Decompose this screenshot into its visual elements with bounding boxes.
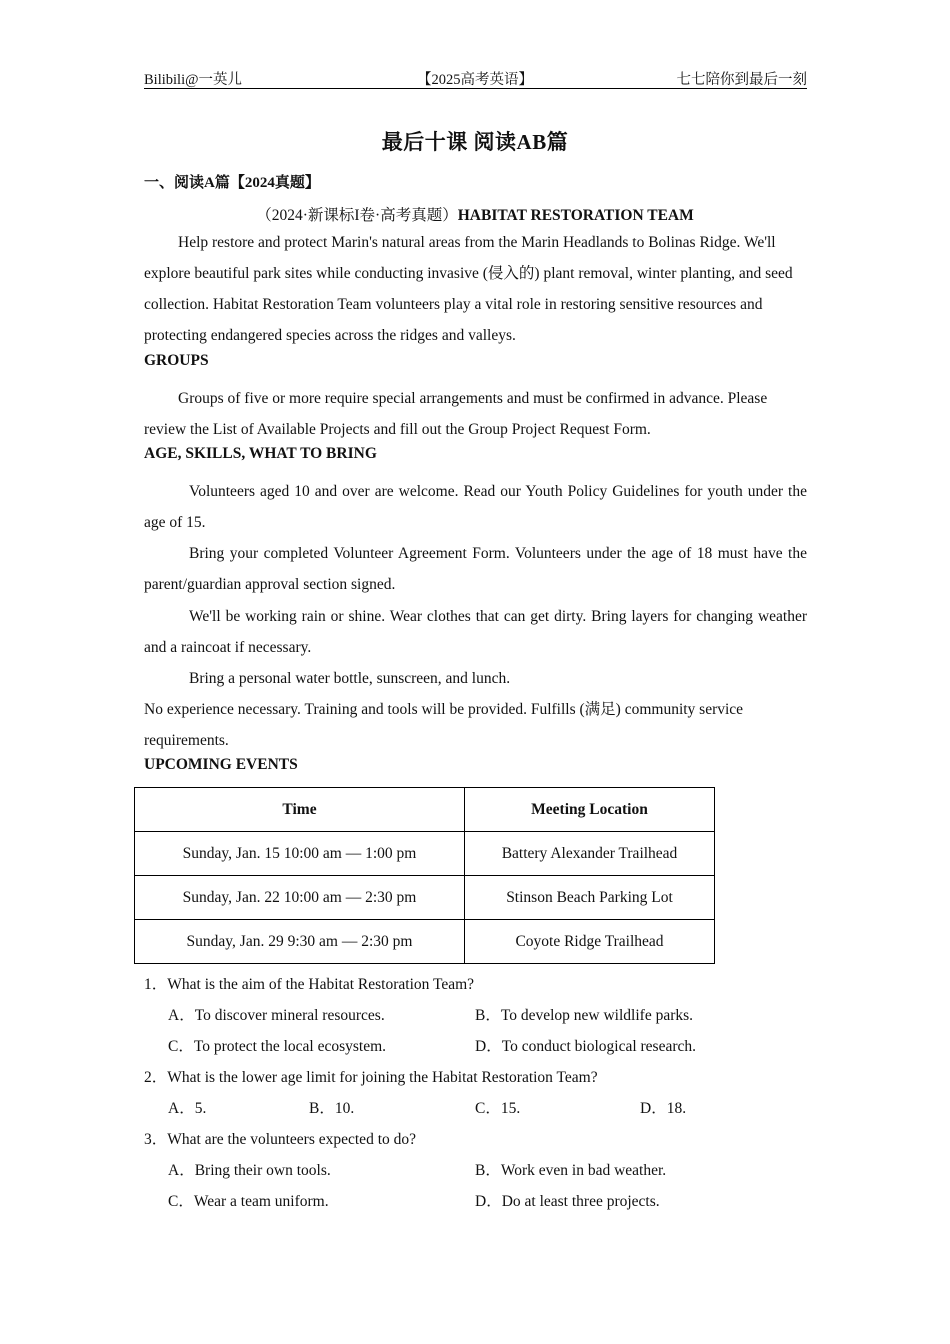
header-rule — [144, 88, 807, 89]
event-location: Battery Alexander Trailhead — [465, 832, 715, 876]
table-row — [135, 920, 715, 964]
age-paragraph-3: We'll be working rain or shine. Wear clothes that can get dirty. Bring layers for changing weather and a raincoat if necessary. — [144, 608, 807, 656]
header-left: Bilibili@一英儿 — [144, 72, 242, 88]
column-header-time: Time — [135, 788, 465, 832]
events-table — [134, 787, 715, 964]
question-1-stem: 1．What is the aim of the Habitat Restoration Team? — [144, 976, 475, 993]
age-paragraph-1: Volunteers aged 10 and over are welcome. Read our Youth Policy Guidelines for youth under the age of 15. — [144, 483, 807, 531]
question-2-option-c: C．15. — [475, 1100, 521, 1117]
question-3-stem: 3．What are the volunteers expected to do? — [144, 1131, 416, 1148]
question-3-option-c: C．Wear a team uniform. — [168, 1193, 329, 1210]
question-1-option-c: C．To protect the local ecosystem. — [168, 1038, 387, 1055]
header-center: 【2025高考英语】 — [417, 72, 533, 88]
question-3-option-b: B．Work even in bad weather. — [475, 1162, 667, 1179]
question-1-option-b: B．To develop new wildlife parks. — [475, 1007, 694, 1024]
question-2-option-b: B．10. — [309, 1100, 355, 1117]
event-location: Coyote Ridge Trailhead — [465, 920, 715, 964]
question-3-option-a: A．Bring their own tools. — [168, 1162, 331, 1179]
question-2-option-a: A．5. — [168, 1100, 207, 1117]
question-3-option-d: D．Do at least three projects. — [475, 1193, 660, 1210]
header-right: 七七陪你到最后一刻 — [676, 72, 807, 88]
table-header-row — [135, 788, 715, 832]
question-1-option-d: D．To conduct biological research. — [475, 1038, 697, 1055]
age-skills-heading: AGE, SKILLS, WHAT TO BRING — [144, 445, 377, 462]
age-paragraph-5: No experience necessary. Training and tools will be provided. Fulfills (满足) community service requirements. — [144, 701, 744, 749]
table-row — [135, 832, 715, 876]
intro-paragraph: Help restore and protect Marin's natural areas from the Marin Headlands to Bolinas Ridge. We'll explore beautiful park sites while conducting invasive (侵入的) plant removal, winter planting, and seed collection. Habitat Restoration Team volunteers play a vital role in restoring sensitive resources and protecting endangered species across the ridges and valleys. — [144, 234, 793, 344]
table-row — [135, 876, 715, 920]
event-time: Sunday, Jan. 15 10:00 am — 1:00 pm — [135, 832, 465, 876]
column-header-location: Meeting Location — [465, 788, 715, 832]
age-paragraph-2: Bring your completed Volunteer Agreement Form. Volunteers under the age of 18 must have the parent/guardian approval section signed. — [144, 545, 807, 593]
groups-heading: GROUPS — [144, 352, 209, 369]
event-time: Sunday, Jan. 29 9:30 am — 2:30 pm — [135, 920, 465, 964]
page-title: 最后十课 阅读AB篇 — [381, 130, 569, 154]
source-label: （2024·新课标I卷·高考真题） — [256, 207, 458, 224]
events-heading: UPCOMING EVENTS — [144, 756, 298, 773]
question-2-stem: 2．What is the lower age limit for joining the Habitat Restoration Team? — [144, 1069, 598, 1086]
event-location: Stinson Beach Parking Lot — [465, 876, 715, 920]
groups-paragraph: Groups of five or more require special arrangements and must be confirmed in advance. Please review the List of Available Projects and fill out the Group Project Request Form. — [144, 390, 768, 438]
age-paragraph-4: Bring a personal water bottle, sunscreen, and lunch. — [189, 670, 511, 687]
section-heading: 一、阅读A篇【2024真题】 — [144, 175, 320, 191]
question-1-option-a: A．To discover mineral resources. — [168, 1007, 385, 1024]
event-time: Sunday, Jan. 22 10:00 am — 2:30 pm — [135, 876, 465, 920]
passage-title: HABITAT RESTORATION TEAM — [457, 207, 694, 224]
question-2-option-d: D．18. — [640, 1100, 687, 1117]
source-line — [0, 203, 950, 225]
